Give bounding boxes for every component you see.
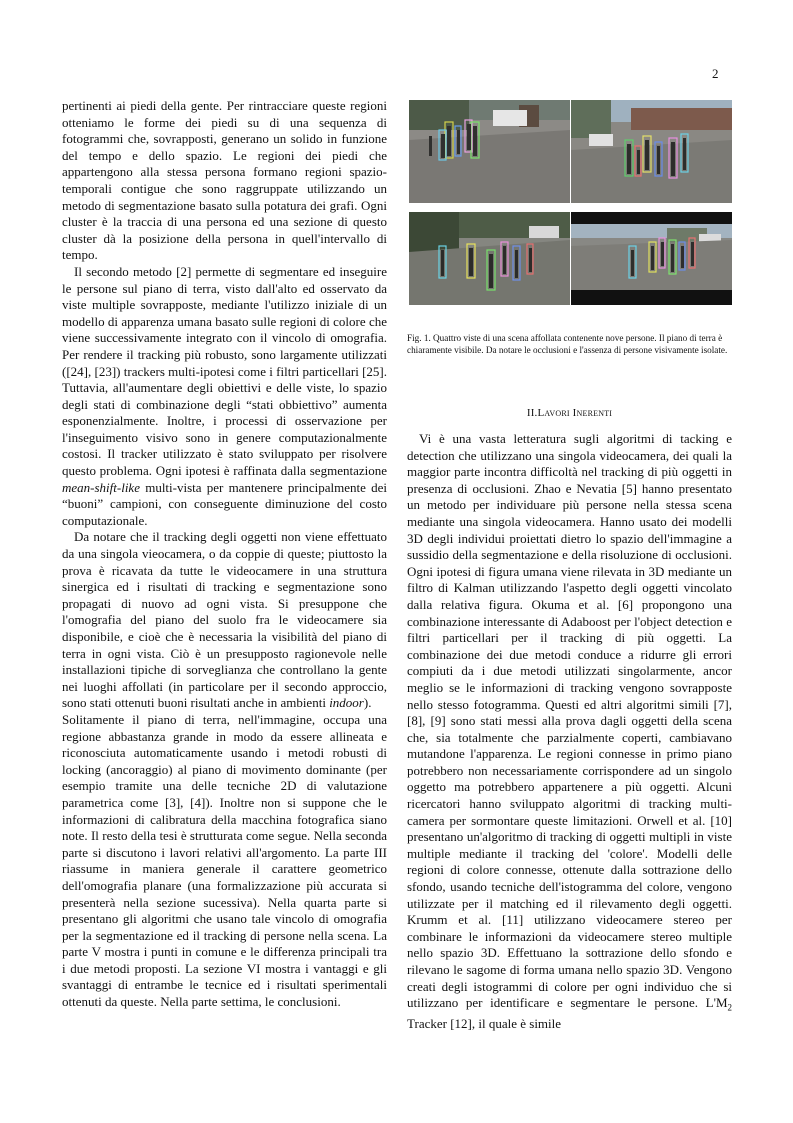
paragraph-related-work [407,431,732,1033]
paragraph-ground-plane: Solitamente il piano di terra, nell'immagine, occupa una regione abbastanza grande in modo da essere allineata e riconosciuta automaticamente usando i metodi robusti di locking (ancoraggio) al piano di movimento dominante (per esempio tramite una delle tecniche 2D di valutazione parametrica come [3], [4]). Inoltre non si suppone che le informazioni di calibratura della macchina fotografica siano note. Il resto della tesi è strutturata come segue. Nella seconda parte si discutono i lavori relativi all'argomento. La parte III riassume in maniera generale il carattere geometrico dell'omografia planare (una formalizzazione più accurata si presenterà nella sezione sucessiva). Nella quarta parte si presentano gli algoritmi che usano tale vincolo di omografia per la segmentazione ed il tracking di persone nella scena. La parte V mostra i punti in comune e le differenza principali tra i due metodi proposti. La sezione VI mostra i vantaggi e gli svantaggi di entrambe le tecnice ed i risultati sperimentali ottenuti da queste. Nella parte settima, le conclusioni. [62,711,387,1010]
italic-term: mean-shift-like [62,479,140,495]
camera-view-4 [571,212,732,305]
paragraph-text: ). [363,695,372,711]
italic-term: indoor [329,695,364,711]
paragraph-second-method [62,264,387,530]
right-column [407,431,732,1033]
paragraph-text: Il secondo metodo [2] permette di segmentare ed inseguire le persone sul piano di terra, visto dall'alto ed osservato da viste multiple sovrapposte, mediante l'utilizzo iniziale di un modello di apparenza umana basato sulle regioni di colore che viene successivamente integrato con il vincolo di omografia. Per rendere il tracking più robusto, sono largamente utilizzati ([24], [23]) trackers multi-ipotesi come i filtri particellari [25]. Tuttavia, all'aumentare degli obiettivi e delle viste, lo spazio degli stati di combinazione degli “stati obbiettivo” aumenta esponenzialmente. Inoltre, i processi di osservazione per l'inseguimento visivo sono in genere computazionalmente costosi. Il tracker utilizzato è stato sviluppato per risolvere questo problema. Ogni ipotesi è raffinata dalla segmentazione [62,263,387,479]
section-number: II. [526,407,538,419]
camera-view-1 [409,100,570,203]
figure-caption: Fig. 1. Quattro viste di una scena affollata contenente nove persone. Il piano di terra è chiaramente visibile. Da notare le occlusioni e l'assenza di persone visivamente isolate. [407,333,728,355]
paragraph-text: Tracker [12], il quale è simile [407,1016,562,1032]
left-column [62,98,387,1011]
camera-view-2 [571,100,732,203]
section-heading [407,407,732,419]
figure-1 [409,100,732,306]
section-title: Lavori Inerenti [537,407,613,419]
paragraph-text: multi-vista per mantenere principalmente dei “buoni” campioni, con conseguente diminuzione del costo computazionale. [62,479,387,528]
subscript: 2 [727,1002,732,1013]
camera-view-3 [409,212,570,305]
paragraph-continued: pertinenti ai piedi della gente. Per rintracciare queste regioni otteniamo le forme dei piedi su di una sequenza di fotogrammi che, sovrapposti, generano un solido in funzione del tempo e dello spazio. Le regioni dei piedi che appartengono alla stessa persona formano regioni spazio-temporali contigue che sono raggruppate utilizzando un metodo di segmentazione basato sulla potatura dei grafi. Ogni cluster è la traccia di una persona ed una sezione di questo cluster dà la posizione della persona in quell'intervallo di tempo. [62,98,387,263]
paragraph-multi-camera [62,529,387,712]
page-number: 2 [712,66,719,81]
paragraph-text: Vi è una vasta letteratura sugli algoritmi di tacking e detection che utilizzano una singola videocamera, dei quali la maggior parte incontra difficoltà nel tracking di più oggetti in presenza di occlusioni. Zhao e Nevatia [5] hanno presentato un metodo per individuare più persone nella stessa scena mediante una singola videocamera. Hanno usato dei modelli 3D degli individui proiettati dietro lo spazio dell'immagine a sussidio della segmentazione e della risoluzione di occlusioni. Ogni ipotesi di figura umana viene rilevata in 3D mediante un filtro di Kalman utilizzando l'aspetto degli oggetti vincolato dalla relativa figura. Okuma et al. [6] propongono una combinazione interessante di Adaboost per l'object detection e filtri particellari per il tracking di più oggetti. La combinazione dei due metodi conduce a ridurre gli errori compiuti da i due metodi utilizzati singolarmente, ancor meglio se le informazioni di tracking vengono sovrapposte nello stesso fotogramma. Questi ed altri algoritmi simili [7], [8], [9] sono stati messi alla prova dagli oggetti della scena che, sia totalmente che parzialmente coperti, cambiavano mutandone l'apparenza. Le regioni connesse in primo piano potrebbero non necessariamente corrispondere ad un singolo oggetto ma potrebbero appartenere a più oggetti. Alcuni ricercatori hanno sviluppato algoritmi di tracking multi-camera per sormontare queste limitazioni. Orwell et al. [10] presentano un'algoritmo di tracking di oggetti multipli in viste multiple mediante il tracking del 'colore'. Modelli delle regioni di colore connesse, ottenute dalla sottrazione dello sfondo, usando tecniche dell'istogramma del colore, vengono utilizzate per il matching ed il rilevamento degli oggetti. Krumm et al. [11] utilizzano videocamere stereo per combinare le informazioni da videocamere stereo multiple nello spazio 3D. Effettuano la sottrazione dello sfondo e rilevano le sagome di forma umana nello spazio 3D. Vengono creati degli istogrammi di colore per ogni individuo che si utilizzano per identificare e segmentare le persone. L'M [407,431,732,1011]
paragraph-text: Da notare che il tracking degli oggetti non viene effettuato da una singola vieocamera, o da coppie di queste; piuttosto la prova è ricavata da tutte le videocamere in una struttura sinergica ed i risultati di tracking e segmentazione sono propagati di nuovo ad ogni vista. Si presuppone che l'omografia del piano del suolo fra le videocamere sia disponibile, e cioè che è necessaria la visibilità del piano di terra in ogni vista. Ciò è un presupposto ragionevole nelle installazioni tipiche di sorveglianza che controllano la gente nei luoghi affollati (in particolare per il secondo approccio, sono stati ottenuti buoni risultati anche in ambienti [62,529,387,711]
